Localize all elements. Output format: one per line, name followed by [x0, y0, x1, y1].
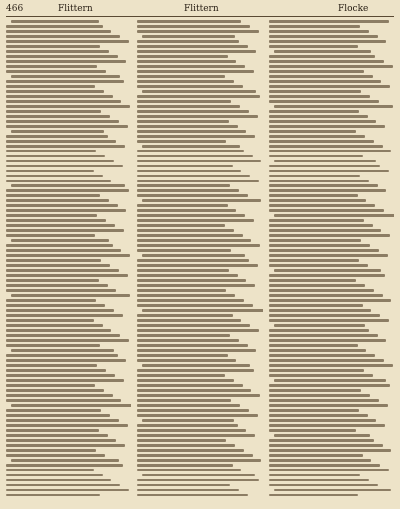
text-line-placeholder	[269, 329, 369, 332]
text-line-placeholder	[269, 90, 362, 93]
text-line-placeholder	[142, 145, 240, 148]
text-line-placeholder	[6, 209, 126, 212]
text-line-placeholder	[137, 50, 256, 53]
text-line-placeholder	[142, 364, 250, 367]
text-line-placeholder	[274, 434, 371, 437]
text-line-placeholder	[137, 359, 236, 362]
text-line-placeholder	[137, 379, 234, 382]
text-line-placeholder	[142, 35, 235, 38]
text-line-placeholder	[137, 155, 252, 158]
column-1	[6, 20, 131, 505]
text-line-placeholder	[137, 354, 227, 357]
text-line-placeholder	[137, 369, 254, 372]
text-line-placeholder	[137, 409, 249, 412]
text-line-placeholder	[6, 464, 123, 467]
text-line-placeholder	[6, 45, 100, 48]
text-line-placeholder	[6, 30, 111, 33]
text-line-placeholder	[11, 459, 119, 462]
text-line-placeholder	[269, 304, 363, 307]
text-line-placeholder	[6, 429, 99, 432]
text-line-placeholder	[6, 189, 129, 192]
text-line-placeholder	[269, 70, 364, 73]
text-line-placeholder	[137, 170, 241, 173]
text-line-placeholder	[6, 65, 97, 68]
text-line-placeholder	[11, 20, 99, 23]
text-line-placeholder	[11, 239, 109, 242]
text-line-placeholder	[137, 20, 241, 23]
text-line-placeholder	[6, 70, 106, 73]
text-line-placeholder	[269, 404, 388, 407]
text-line-placeholder	[269, 399, 379, 402]
text-line-placeholder	[269, 120, 377, 123]
text-line-placeholder	[269, 384, 391, 387]
text-line-placeholder	[269, 224, 373, 227]
text-line-placeholder	[269, 95, 371, 98]
text-line-placeholder	[269, 394, 371, 397]
text-line-placeholder	[6, 484, 120, 487]
text-line-placeholder	[6, 379, 124, 382]
text-line-placeholder	[137, 384, 242, 387]
text-line-placeholder	[269, 494, 358, 497]
text-line-placeholder	[137, 464, 232, 467]
text-line-placeholder	[269, 264, 368, 267]
text-line-placeholder	[6, 60, 126, 63]
text-line-placeholder	[269, 100, 379, 103]
text-line-placeholder	[6, 369, 106, 372]
text-line-placeholder	[269, 175, 360, 178]
text-line-placeholder	[6, 489, 129, 492]
text-line-placeholder	[137, 389, 251, 392]
text-line-placeholder	[137, 219, 254, 222]
text-columns	[6, 20, 394, 505]
text-line-placeholder	[137, 95, 260, 98]
text-line-placeholder	[269, 20, 389, 23]
text-line-placeholder	[269, 299, 392, 302]
text-line-placeholder	[137, 289, 226, 292]
text-line-placeholder	[274, 324, 365, 327]
text-line-placeholder	[269, 145, 383, 148]
text-line-placeholder	[269, 140, 374, 143]
text-line-placeholder	[6, 120, 119, 123]
text-line-placeholder	[269, 294, 383, 297]
text-line-placeholder	[269, 239, 362, 242]
text-line-placeholder	[6, 194, 100, 197]
text-line-placeholder	[269, 219, 364, 222]
text-line-placeholder	[269, 234, 391, 237]
text-line-placeholder	[269, 110, 359, 113]
text-line-placeholder	[269, 35, 378, 38]
text-line-placeholder	[6, 150, 96, 153]
text-line-placeholder	[137, 244, 260, 247]
text-line-placeholder	[137, 105, 240, 108]
text-line-placeholder	[6, 284, 108, 287]
text-line-placeholder	[6, 224, 115, 227]
text-line-placeholder	[6, 409, 101, 412]
text-line-placeholder	[137, 304, 252, 307]
text-line-placeholder	[269, 259, 359, 262]
text-line-placeholder	[269, 344, 358, 347]
text-line-placeholder	[137, 299, 244, 302]
text-line-placeholder	[137, 429, 246, 432]
text-line-placeholder	[6, 219, 106, 222]
text-line-placeholder	[6, 319, 94, 322]
text-line-placeholder	[269, 289, 374, 292]
text-line-placeholder	[137, 484, 230, 487]
text-line-placeholder	[137, 339, 239, 342]
text-line-placeholder	[6, 85, 95, 88]
text-line-placeholder	[6, 469, 94, 472]
text-line-placeholder	[269, 439, 374, 442]
text-line-placeholder	[142, 199, 261, 202]
text-line-placeholder	[137, 449, 244, 452]
text-line-placeholder	[269, 60, 384, 63]
text-line-placeholder	[269, 209, 384, 212]
text-line-placeholder	[269, 244, 371, 247]
text-line-placeholder	[269, 165, 381, 168]
text-line-placeholder	[269, 184, 378, 187]
text-line-placeholder	[6, 180, 111, 183]
text-line-placeholder	[137, 150, 244, 153]
text-line-placeholder	[142, 90, 256, 93]
text-line-placeholder	[6, 50, 109, 53]
text-line-placeholder	[137, 404, 240, 407]
text-line-placeholder	[269, 130, 357, 133]
page-number: 466	[6, 4, 24, 14]
text-line-placeholder	[269, 65, 393, 68]
text-line-placeholder	[269, 284, 366, 287]
text-line-placeholder	[6, 90, 104, 93]
page-header	[6, 2, 394, 16]
text-line-placeholder	[137, 65, 245, 68]
text-line-placeholder	[269, 479, 369, 482]
text-line-placeholder	[269, 469, 389, 472]
text-line-placeholder	[269, 389, 362, 392]
text-line-placeholder	[269, 464, 381, 467]
text-line-placeholder	[137, 60, 236, 63]
text-line-placeholder	[137, 224, 225, 227]
text-line-placeholder	[137, 229, 234, 232]
text-line-placeholder	[269, 45, 358, 48]
text-line-placeholder	[6, 354, 118, 357]
text-line-placeholder	[137, 294, 235, 297]
text-line-placeholder	[6, 95, 113, 98]
text-line-placeholder	[6, 244, 113, 247]
text-line-placeholder	[269, 75, 373, 78]
text-line-placeholder	[137, 120, 228, 123]
text-line-placeholder	[6, 125, 128, 128]
text-line-placeholder	[6, 249, 121, 252]
text-line-placeholder	[6, 214, 97, 217]
text-line-placeholder	[137, 85, 242, 88]
text-line-placeholder	[137, 394, 260, 397]
text-line-placeholder	[269, 419, 377, 422]
text-line-placeholder	[269, 80, 382, 83]
text-line-placeholder	[269, 409, 359, 412]
text-line-placeholder	[137, 434, 255, 437]
running-head-right: Flocke	[338, 4, 369, 14]
text-line-placeholder	[137, 344, 247, 347]
text-line-placeholder	[137, 70, 254, 73]
text-line-placeholder	[6, 444, 125, 447]
text-line-placeholder	[6, 254, 130, 257]
text-line-placeholder	[269, 155, 363, 158]
text-line-placeholder	[269, 374, 373, 377]
text-line-placeholder	[137, 25, 250, 28]
text-line-placeholder	[6, 100, 121, 103]
text-line-placeholder	[6, 204, 118, 207]
text-line-placeholder	[6, 419, 119, 422]
text-line-placeholder	[269, 274, 386, 277]
text-line-placeholder	[137, 204, 227, 207]
text-line-placeholder	[269, 135, 366, 138]
text-line-placeholder	[269, 229, 382, 232]
text-line-placeholder	[269, 249, 379, 252]
text-line-placeholder	[6, 289, 116, 292]
text-line-placeholder	[137, 160, 261, 163]
text-line-placeholder	[137, 184, 230, 187]
text-line-placeholder	[137, 259, 249, 262]
text-line-placeholder	[137, 489, 239, 492]
text-line-placeholder	[269, 115, 368, 118]
text-line-placeholder	[142, 309, 262, 312]
text-line-placeholder	[137, 165, 232, 168]
text-line-placeholder	[137, 459, 261, 462]
running-head-center: Flittern	[184, 4, 219, 14]
text-line-placeholder	[6, 324, 103, 327]
text-line-placeholder	[6, 439, 116, 442]
text-line-placeholder	[137, 329, 259, 332]
text-line-placeholder	[137, 249, 231, 252]
text-line-placeholder	[269, 199, 367, 202]
text-line-placeholder	[6, 414, 110, 417]
text-line-placeholder	[6, 279, 99, 282]
text-line-placeholder	[274, 379, 387, 382]
text-line-placeholder	[6, 309, 114, 312]
text-line-placeholder	[269, 459, 372, 462]
text-line-placeholder	[269, 279, 357, 282]
text-line-placeholder	[137, 324, 250, 327]
text-line-placeholder	[269, 349, 367, 352]
text-line-placeholder	[137, 319, 241, 322]
text-line-placeholder	[6, 299, 96, 302]
text-line-placeholder	[6, 394, 113, 397]
text-line-placeholder	[137, 279, 246, 282]
text-line-placeholder	[137, 135, 255, 138]
text-line-placeholder	[269, 170, 389, 173]
text-line-placeholder	[11, 75, 120, 78]
text-line-placeholder	[137, 269, 228, 272]
text-line-placeholder	[269, 55, 376, 58]
text-line-placeholder	[6, 374, 115, 377]
text-line-placeholder	[269, 339, 387, 342]
text-line-placeholder	[6, 25, 103, 28]
text-line-placeholder	[269, 484, 378, 487]
text-line-placeholder	[6, 35, 120, 38]
text-line-placeholder	[137, 75, 225, 78]
text-line-placeholder	[137, 40, 239, 43]
text-line-placeholder	[269, 359, 384, 362]
text-line-placeholder	[11, 349, 114, 352]
text-line-placeholder	[6, 274, 128, 277]
text-line-placeholder	[137, 140, 226, 143]
text-line-placeholder	[6, 259, 101, 262]
text-line-placeholder	[269, 454, 363, 457]
text-line-placeholder	[137, 55, 227, 58]
text-line-placeholder	[6, 269, 119, 272]
text-line-placeholder	[6, 359, 126, 362]
text-line-placeholder	[137, 334, 230, 337]
text-line-placeholder	[6, 399, 121, 402]
text-line-placeholder	[6, 135, 108, 138]
text-line-placeholder	[6, 314, 123, 317]
text-line-placeholder	[274, 214, 394, 217]
text-line-placeholder	[274, 160, 377, 163]
text-line-placeholder	[142, 254, 245, 257]
text-line-placeholder	[6, 454, 105, 457]
text-line-placeholder	[274, 50, 372, 53]
text-line-placeholder	[269, 194, 358, 197]
text-line-placeholder	[137, 110, 249, 113]
text-line-placeholder	[6, 334, 120, 337]
text-line-placeholder	[269, 180, 369, 183]
text-line-placeholder	[6, 105, 130, 108]
text-line-placeholder	[269, 369, 364, 372]
text-line-placeholder	[6, 494, 100, 497]
text-line-placeholder	[137, 189, 239, 192]
text-line-placeholder	[6, 424, 128, 427]
text-line-placeholder	[6, 110, 101, 113]
text-line-placeholder	[137, 424, 237, 427]
text-line-placeholder	[137, 274, 237, 277]
text-line-placeholder	[6, 140, 116, 143]
text-line-placeholder	[11, 184, 125, 187]
header-rule	[6, 16, 394, 17]
text-line-placeholder	[137, 180, 259, 183]
text-line-placeholder	[137, 175, 250, 178]
text-line-placeholder	[269, 254, 388, 257]
text-line-placeholder	[269, 414, 368, 417]
text-line-placeholder	[137, 444, 235, 447]
text-line-placeholder	[269, 125, 386, 128]
text-line-placeholder	[6, 474, 103, 477]
text-line-placeholder	[6, 234, 95, 237]
text-line-placeholder	[6, 339, 129, 342]
text-line-placeholder	[6, 479, 111, 482]
text-line-placeholder	[137, 30, 259, 33]
text-line-placeholder	[137, 469, 241, 472]
text-line-placeholder	[6, 80, 124, 83]
text-line-placeholder	[137, 45, 247, 48]
text-line-placeholder	[137, 494, 247, 497]
text-line-placeholder	[6, 145, 125, 148]
text-line-placeholder	[137, 439, 226, 442]
text-line-placeholder	[137, 374, 225, 377]
text-line-placeholder	[6, 170, 94, 173]
text-line-placeholder	[6, 115, 110, 118]
text-line-placeholder	[269, 150, 392, 153]
text-line-placeholder	[269, 364, 393, 367]
text-line-placeholder	[6, 449, 96, 452]
text-line-placeholder	[6, 55, 118, 58]
text-line-placeholder	[6, 160, 114, 163]
text-line-placeholder	[6, 155, 105, 158]
text-line-placeholder	[6, 165, 123, 168]
text-line-placeholder	[137, 479, 259, 482]
text-line-placeholder	[269, 204, 376, 207]
text-line-placeholder	[142, 474, 255, 477]
text-line-placeholder	[269, 474, 360, 477]
text-line-placeholder	[269, 424, 386, 427]
text-line-placeholder	[137, 214, 245, 217]
text-line-placeholder	[269, 444, 383, 447]
text-line-placeholder	[269, 354, 376, 357]
text-line-placeholder	[137, 349, 256, 352]
text-line-placeholder	[6, 264, 110, 267]
text-line-placeholder	[269, 85, 391, 88]
text-line-placeholder	[137, 209, 236, 212]
text-line-placeholder	[137, 194, 247, 197]
text-line-placeholder	[269, 334, 378, 337]
text-line-placeholder	[142, 419, 233, 422]
text-line-placeholder	[274, 105, 393, 108]
text-line-placeholder	[137, 234, 242, 237]
column-3	[269, 20, 394, 505]
text-line-placeholder	[11, 130, 104, 133]
text-line-placeholder	[11, 404, 131, 407]
text-line-placeholder	[137, 100, 231, 103]
running-head-left: Flittern	[58, 4, 93, 14]
text-line-placeholder	[6, 40, 129, 43]
text-line-placeholder	[269, 25, 360, 28]
text-line-placeholder	[137, 239, 251, 242]
text-line-placeholder	[137, 454, 252, 457]
text-line-placeholder	[137, 115, 257, 118]
text-line-placeholder	[137, 125, 237, 128]
text-line-placeholder	[6, 389, 104, 392]
text-line-placeholder	[6, 329, 111, 332]
text-line-placeholder	[137, 399, 231, 402]
text-line-placeholder	[6, 229, 124, 232]
text-line-placeholder	[6, 175, 103, 178]
text-line-placeholder	[6, 384, 95, 387]
text-line-placeholder	[269, 429, 357, 432]
text-line-placeholder	[269, 319, 389, 322]
text-line-placeholder	[6, 344, 100, 347]
text-line-placeholder	[269, 314, 381, 317]
text-line-placeholder	[269, 449, 392, 452]
text-line-placeholder	[269, 40, 387, 43]
text-line-placeholder	[6, 364, 97, 367]
column-2	[137, 20, 262, 505]
text-line-placeholder	[269, 189, 387, 192]
text-line-placeholder	[137, 130, 246, 133]
text-line-placeholder	[137, 314, 232, 317]
text-line-placeholder	[137, 284, 255, 287]
text-line-placeholder	[6, 199, 109, 202]
text-line-placeholder	[137, 264, 257, 267]
text-line-placeholder	[11, 294, 130, 297]
text-line-placeholder	[269, 30, 369, 33]
text-line-placeholder	[274, 269, 382, 272]
text-line-placeholder	[269, 309, 372, 312]
text-line-placeholder	[137, 80, 234, 83]
text-line-placeholder	[274, 489, 392, 492]
text-line-placeholder	[6, 304, 105, 307]
text-line-placeholder	[137, 414, 257, 417]
text-line-placeholder	[6, 434, 108, 437]
